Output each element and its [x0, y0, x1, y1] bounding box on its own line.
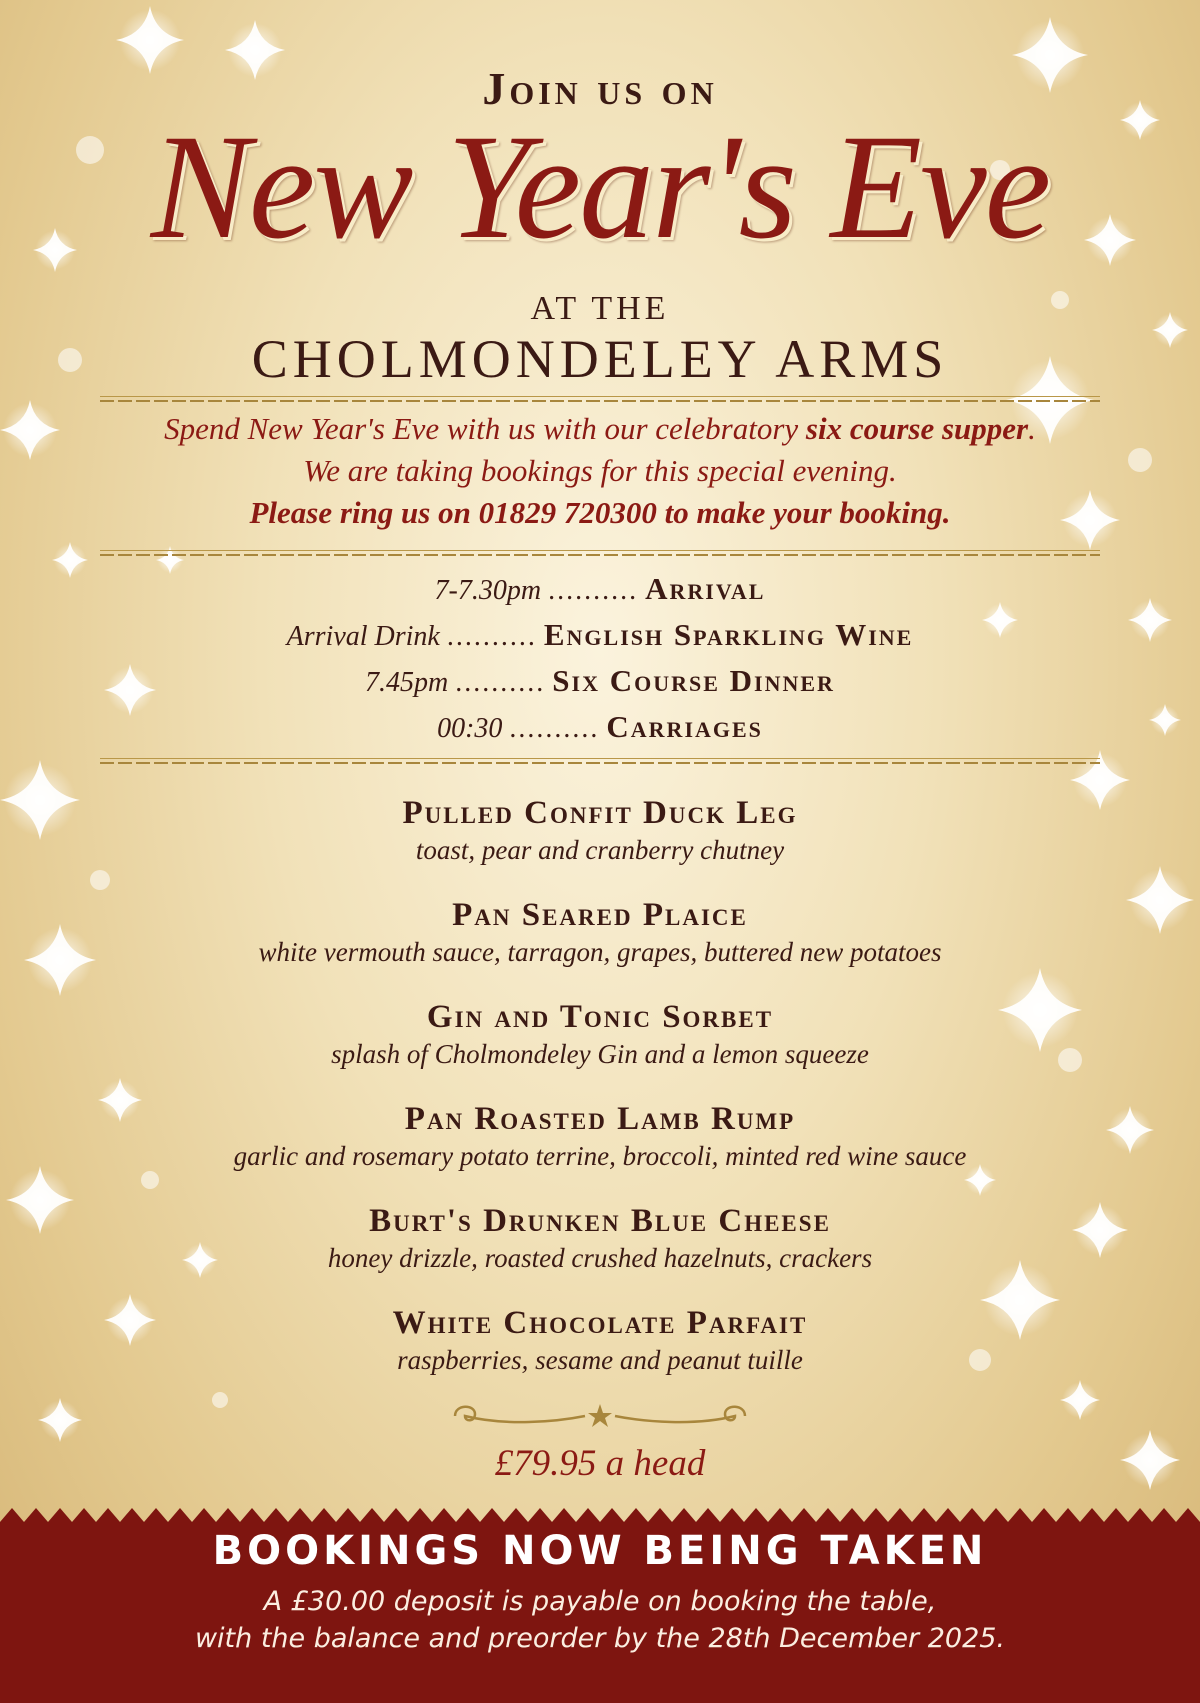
menu-course [0, 998, 1200, 1100]
intro-line-2: We are taking bookings for this special evening. [303, 453, 897, 488]
at-the-label: AT THE [530, 290, 670, 327]
join-us-heading: Join us on [482, 63, 718, 114]
menu-course [0, 1100, 1200, 1202]
course-description: raspberries, sesame and peanut tuille [397, 1345, 803, 1375]
course-description: splash of Cholmondeley Gin and a lemon squeeze [331, 1039, 869, 1069]
schedule-row: 7-7.30pm .......... Arrival [434, 571, 766, 606]
schedule-row: 7.45pm .......... Six Course Dinner [365, 663, 835, 698]
balance-note: with the balance and preorder by the 28th December 2025. [194, 1623, 1006, 1654]
course-description: toast, pear and cranberry chutney [415, 835, 785, 865]
intro-line-1: Spend New Year's Eve with us with our celebratory six course supper. [164, 411, 1036, 446]
event-title: New Year's Eve [150, 104, 1050, 270]
intro-line-3: Please ring us on 01829 720300 to make your booking. [249, 495, 951, 530]
menu-course [0, 896, 1200, 998]
course-description: white vermouth sauce, tarragon, grapes, buttered new potatoes [258, 937, 942, 967]
intro-text [0, 408, 1200, 534]
course-name: Gin and Tonic Sorbet [426, 999, 774, 1035]
divider [100, 758, 1100, 764]
course-description: garlic and rosemary potato terrine, broccoli, minted red wine sauce [233, 1141, 967, 1171]
course-name: Pulled Confit Duck Leg [402, 795, 798, 831]
schedule-row: Arrival Drink .......... English Sparkling Wine [286, 617, 914, 652]
divider [100, 550, 1100, 556]
schedule-row: 00:30 .......... Carriages [437, 709, 763, 744]
menu [0, 794, 1200, 1406]
price: £79.95 a head [494, 1443, 706, 1484]
course-name: Burt's Drunken Blue Cheese [369, 1203, 831, 1239]
menu-course [0, 794, 1200, 896]
menu-course [0, 1202, 1200, 1304]
course-name: White Chocolate Parfait [392, 1305, 808, 1341]
venue-name: CHOLMONDELEY ARMS [251, 329, 949, 389]
course-name: Pan Seared Plaice [452, 897, 748, 933]
deposit-note: A £30.00 deposit is payable on booking the table, [263, 1586, 937, 1617]
divider [100, 396, 1100, 402]
menu-course [0, 1304, 1200, 1406]
flourish-ornament-icon [445, 1396, 755, 1436]
course-description: honey drizzle, roasted crushed hazelnuts, crackers [327, 1243, 873, 1273]
schedule [0, 566, 1200, 750]
course-name: Pan Roasted Lamb Rump [404, 1101, 796, 1137]
bookings-heading: BOOKINGS NOW BEING TAKEN [212, 1528, 988, 1574]
